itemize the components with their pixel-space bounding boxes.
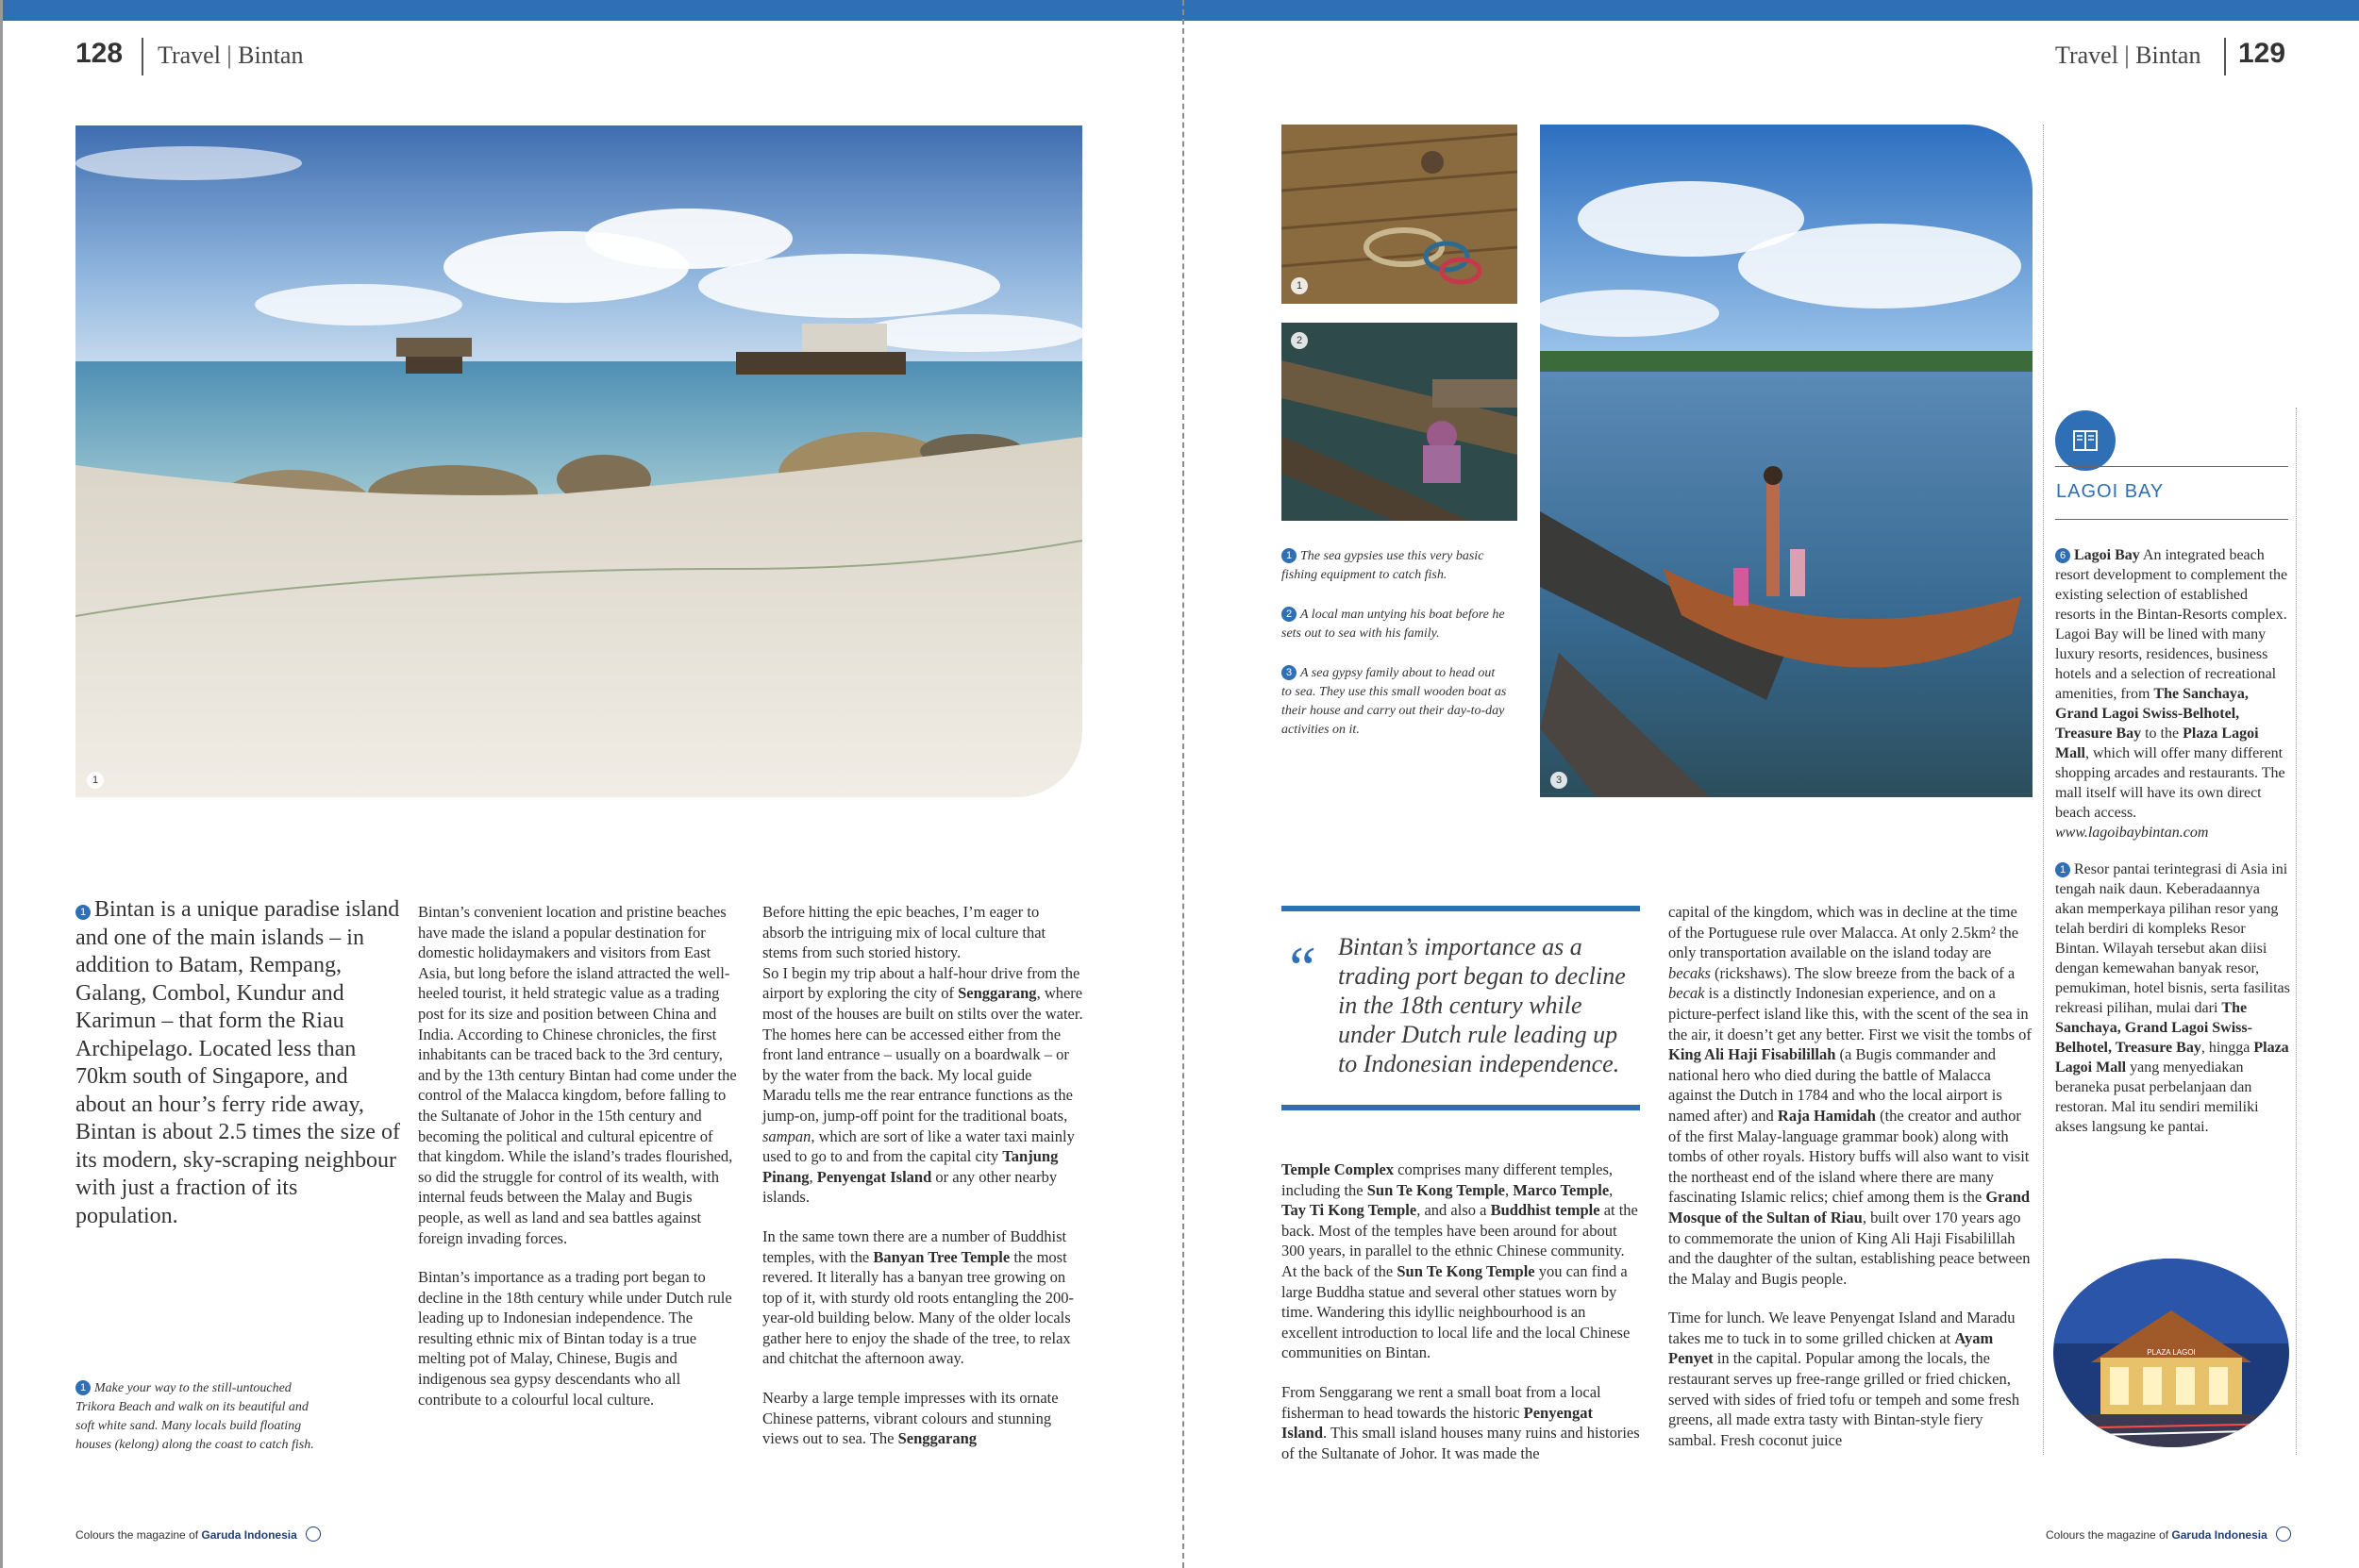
- sea-gypsy-family-photo: [1540, 125, 2033, 797]
- body-column-3: [762, 902, 1083, 1468]
- caption-number: 1: [75, 1380, 91, 1395]
- plaza-lagoi-illustration: [2053, 1259, 2289, 1447]
- caption-number: 2: [1281, 607, 1297, 622]
- image-marker: 1: [87, 772, 104, 789]
- page-edge: [0, 0, 3, 1568]
- beach-illustration: [75, 125, 1082, 797]
- body-paragraph: Bintan’s importance as a trading port began to decline in the 18th century while under Dutch rule leading up to Indonesian independence. The resulting ethnic mix of Bintan today is a true melting pot of Malay, Chinese, Bugis and indigenous sea gypsy descendants who all contribute to a colourful local culture.: [418, 1268, 732, 1409]
- quote-text: Bintan’s importance as a trading port began to decline in the 18th century while under Dutch rule leading up to Indonesian independence.: [1338, 933, 1626, 1077]
- intro-text: Bintan is a unique paradise island and one of the main islands – in addition to Batam, Rempang, Galang, Combol, Kundur and Karimun – that form the Riau Archipelago. Located less than 70km south of Singapore, and about an hour’s ferry ride away, Bintan is about 2.5 times the size of its modern, sky-scraping neighbour with just a fraction of its population.: [75, 897, 400, 1228]
- body-paragraph: Temple Complex comprises many different temples, including the Sun Te Kong Temple, Marco Temple, Tay Ti Kong Temple, and also a Buddhist temple at the back. Most of the temples have been around for about 300 years, in parallel to the ethnic Chinese community. At the back of the Sun Te Kong Temple you can find a large Buddha statue and several other statues worn by time. Wandering this idyllic neighbourhood is an excellent introduction to local life and the local Chinese communities on Bintan.: [1281, 1160, 1638, 1362]
- boat-man-illustration: [1281, 323, 1517, 521]
- sidebar-divider: [2296, 408, 2297, 1455]
- intro-paragraph: [75, 896, 401, 1230]
- garuda-logo-icon: [306, 1526, 321, 1542]
- sidebar-url[interactable]: www.lagoibaybintan.com: [2055, 825, 2209, 841]
- pull-quote: [1281, 906, 1640, 1110]
- page-spine: [1182, 0, 1184, 1568]
- footer-right: Colours the magazine of Garuda Indonesia: [2046, 1526, 2291, 1542]
- sidebar-divider: [2043, 125, 2044, 1455]
- body-paragraph: Time for lunch. We leave Penyengat Island and Maradu takes me to tuck in to some grilled chicken at Ayam Penyet in the capital. Popular among the locals, the restaurant serves up free-range grilled or fried chicken, served with sides of fried tofu or tempeh and some fresh greens, all made extra tasty with Bintan-style fiery sambal. Fresh coconut juice: [1668, 1309, 2020, 1449]
- book-icon: [2055, 410, 2116, 471]
- beach-photo: [75, 125, 1082, 797]
- page-number-right: 129: [2238, 38, 2286, 69]
- sidebar-rule: [2055, 519, 2288, 520]
- intro-number: 1: [75, 905, 91, 920]
- body-column-5: [1281, 1159, 1640, 1482]
- top-color-bar: [0, 0, 2359, 21]
- caption-1: [1281, 547, 1508, 585]
- sea-gypsy-family-illustration: [1540, 125, 2033, 797]
- caption-text: The sea gypsies use this very basic fishing equipment to catch fish.: [1281, 549, 1484, 582]
- caption-text: A sea gypsy family about to head out to sea. They use this small wooden boat as their house and carry out their day-to-day activities on it.: [1281, 666, 1507, 737]
- body-column-2: [418, 902, 739, 1428]
- caption-number: 3: [1281, 665, 1297, 680]
- fishing-gear-illustration: [1281, 125, 1517, 304]
- sidebar-english: [2055, 545, 2291, 1137]
- page-number-left: 128: [75, 38, 124, 69]
- body-paragraph: Nearby a large temple impresses with its ornate Chinese patterns, vibrant colours and stunning views out to sea. The Senggarang: [762, 1389, 1059, 1448]
- body-paragraph: From Senggarang we rent a small boat from a local fisherman to head towards the historic Penyengat Island. This small island houses many ruins and histories of the Sultanate of Johor. It was made the: [1281, 1382, 1640, 1462]
- header-divider: [142, 38, 143, 75]
- section-label-left: Travel | Bintan: [158, 42, 304, 69]
- caption-number: 1: [1281, 548, 1297, 563]
- body-paragraph: Before hitting the epic beaches, I’m eager to absorb the intriguing mix of local culture that stems from such storied history.: [762, 903, 1046, 962]
- caption-text: A local man untying his boat before he sets out to sea with his family.: [1281, 608, 1505, 641]
- garuda-logo-icon: [2276, 1526, 2291, 1542]
- footer-left: Colours the magazine of Garuda Indonesia: [75, 1526, 321, 1542]
- plaza-lagoi-photo: [2053, 1259, 2289, 1447]
- caption-3: [1281, 664, 1508, 740]
- beach-caption: [75, 1379, 321, 1455]
- sidebar-paragraph: 6 Lagoi Bay An integrated beach resort development to complement the existing selection of established resorts in the Bintan-Resorts complex. Lagoi Bay will be lined with many luxury resorts, residences, business hotels and a selection of recreational amenities, from The Sanchaya, Grand Lagoi Swiss-Belhotel, Treasure Bay to the Plaza Lagoi Mall, which will offer many different shopping arcades and restaurants. The mall itself will have its own direct beach access. www.lagoibaybintan.com: [2055, 547, 2288, 841]
- body-column-6: [1668, 902, 2033, 1469]
- image-marker: 1: [1291, 277, 1308, 294]
- section-label-right: Travel | Bintan: [2055, 42, 2201, 69]
- sidebar-paragraph: 1 Resor pantai terintegrasi di Asia ini tengah naik daun. Keberadaannya akan memperkaya pilihan resor yang telah berdiri di kompleks Resor Bintan. Wilayah tersebut akan diisi dengan kemewahan banyak resor, pemukiman, hotel bisnis, serta fasilitas rekreasi pilihan, mulai dari The Sanchaya, Grand Lagoi Swiss-Belhotel, Treasure Bay, hingga Plaza Lagoi Mall yang menyediakan beraneka pusat perbelanjaan dan restoran. Mal itu sendiri memiliki akses langsung ke pantai.: [2055, 861, 2290, 1135]
- image-marker: 2: [1291, 332, 1308, 349]
- body-paragraph: capital of the kingdom, which was in decline at the time of the Portuguese rule over Malacca. At only 2.5km² the only transportation available on the island today are becaks (rickshaws). The slow breeze from the back of a becak is a distinctly Indonesian experience, and on a picture-perfect island like this, with the scent of the sea in the air, it doesn’t get any better. First we visit the tombs of King Ali Haji Fisabilillah (a Bugis commander and national hero who died during the battle of Malacca against the Dutch in 1784 and who the local airport is named after) and Raja Hamidah (the creator and author of the first Malay-language grammar book) along with tombs of other royals. History buffs will also want to visit the northeast end of the island where there are many fascinating Islamic relics; chief among them is the Grand Mosque of the Sultan of Riau, built over 170 years ago to commemorate the union of King Ali Haji Fisabilillah and the daughter of the sultan, establishing peace between the Malay and Bugis people.: [1668, 903, 2032, 1288]
- caption-2: [1281, 606, 1508, 643]
- header-divider: [2224, 38, 2226, 75]
- image-marker: 3: [1550, 772, 1567, 789]
- body-paragraph: So I begin my trip about a half-hour drive from the airport by exploring the city of Senggarang, where most of the houses are built on stilts over the water. The homes here can be accessed either from the front land entrance – usually on a boardwalk – or by the water from the back. My local guide Maradu tells me the rear entrance functions as the jump-on, jump-off point for the traditional boats, sampan, which are sort of like a water taxi mainly used to go to and from the capital city Tanjung Pinang, Penyengat Island or any other nearby islands.: [762, 963, 1083, 1207]
- caption-text: Make your way to the still-untouched Trikora Beach and walk on its beautiful and soft white sand. Many locals build floating houses (kelong) along the coast to catch fish.: [75, 1381, 314, 1452]
- quote-mark-icon: “: [1283, 934, 1317, 1001]
- boat-man-photo: [1281, 323, 1517, 521]
- sidebar-title: LAGOI BAY: [2056, 481, 2165, 502]
- body-paragraph: In the same town there are a number of Buddhist temples, with the Banyan Tree Temple the most revered. It literally has a banyan tree growing on top of it, with sturdy old roots entangling the 200-year-old building below. Many of the older locals gather here to enjoy the shade of the tree, to relax and chitchat the afternoon away.: [762, 1226, 1074, 1368]
- body-paragraph: Bintan’s convenient location and pristine beaches have made the island a popular destination for domestic holidaymakers and visitors from East Asia, but long before the island attracted the well-heeled tourist, it held strategic value as a trading post for its size and position between China and India. According to Chinese chronicles, the first inhabitants can be traced back to the 3rd century, and by the 13th century Bintan had come under the control of the Malacca kingdom, before falling to the Sultanate of Johor in the 15th century and becoming the political and cultural epicentre of that kingdom. While the island’s trades flourished, so did the struggle for control of its wealth, with internal feuds between the Malay and Bugis people, as well as land and sea battles against foreign invading forces.: [418, 903, 737, 1247]
- fishing-gear-photo: [1281, 125, 1517, 304]
- plaza-lagoi-sign: PLAZA LAGOI: [2147, 1348, 2196, 1357]
- sidebar-rule: [2055, 466, 2288, 467]
